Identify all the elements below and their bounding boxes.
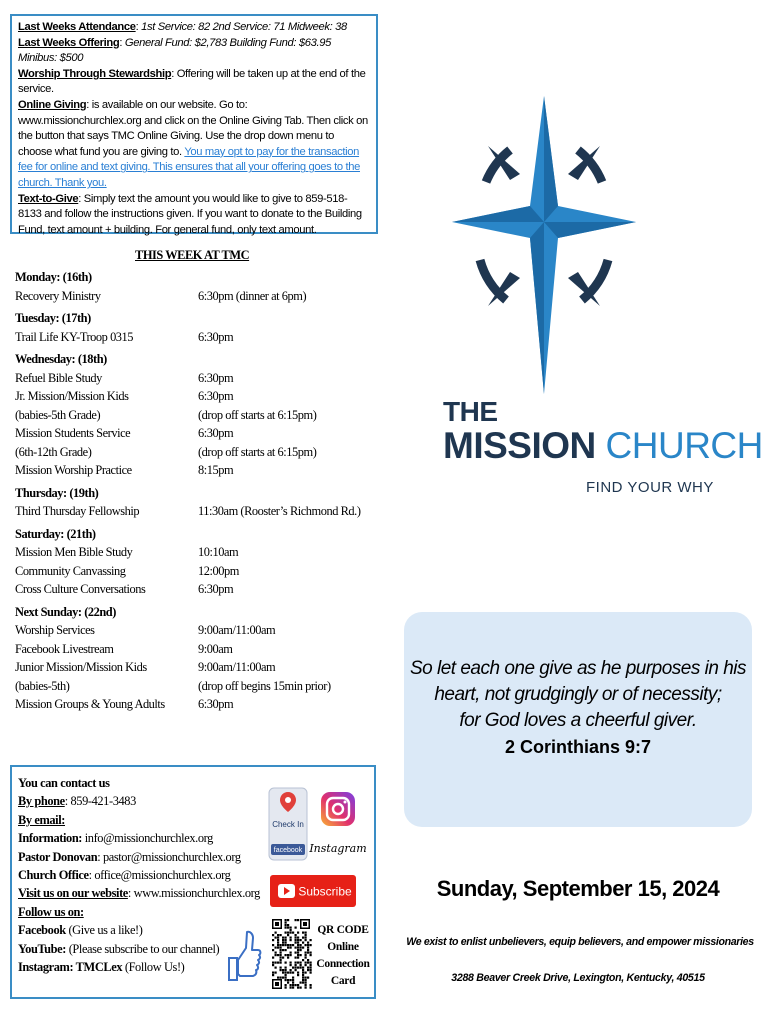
event-name: Cross Culture Conversations — [15, 582, 146, 596]
schedule-event-row — [15, 328, 385, 347]
scripture-panel — [404, 612, 752, 827]
event-name: (babies-5th) — [15, 678, 70, 693]
schedule-event-row — [15, 287, 385, 306]
attendance-line: Last Weeks Attendance: 1st Service: 82 2nd Service: 71 Midweek: 38 — [18, 21, 347, 33]
text-to-give-text: : Simply text the amount you would like to give to 859-518-8133 and follow the instructions given. If you want to donate to the Building Fund, text amount + building. For general fund, only text amount. — [18, 192, 362, 236]
info-email-label: Information: — [18, 831, 83, 846]
qr-label-line-4: Card — [330, 975, 356, 987]
stewardship-text: : Offering will be taken up at the end of the service. — [18, 67, 366, 96]
schedule-event-row — [15, 443, 385, 462]
event-time: (drop off starts at 6:15pm) — [198, 444, 317, 459]
facebook-checkin-icon[interactable] — [268, 786, 308, 862]
event-time: 8:15pm — [198, 463, 234, 477]
event-time: 6:30pm — [198, 370, 234, 385]
facebook-like-icon[interactable] — [226, 928, 262, 984]
bulletin-date: Sunday, September 15, 2024 — [436, 876, 720, 901]
schedule-day-title: Saturday: (21th) — [15, 526, 96, 541]
instagram-wordmark: Instagram — [309, 842, 367, 855]
schedule-day — [15, 350, 385, 480]
schedule-event-row — [15, 580, 385, 599]
schedule-day-title: Monday: (16th) — [15, 270, 92, 284]
online-giving-paragraph — [18, 98, 370, 192]
phone-number[interactable]: : 859-421-3483 — [64, 794, 136, 809]
event-name: Junior Mission/Mission Kids — [15, 660, 147, 674]
event-time: 12:00pm — [198, 563, 239, 578]
event-name: Mission Worship Practice — [15, 463, 132, 477]
event-time: (drop off begins 15min prior) — [198, 678, 331, 693]
offering-line: Last Weeks Offering: General Fund: $2,783 Building Fund: $63.95 Minibus: $500 — [18, 36, 331, 65]
event-time: 9:00am — [198, 641, 233, 656]
event-name: Third Thursday Fellowship — [15, 504, 140, 518]
church-address: 3288 Beaver Creek Drive, Lexington, Kentucky, 40515 — [451, 972, 705, 984]
transaction-fee-link[interactable]: You may opt to pay for the transaction fee for online and text giving. This ensures that all your offering goes to the church. Thank you. — [18, 145, 360, 189]
attendance-value: 1st Service: 82 2nd Service: 71 Midweek: 38 — [141, 21, 347, 33]
mission-statement: We exist to enlist unbelievers, equip believers, and empower missionaries — [406, 936, 754, 948]
pastor-label: Pastor Donovan — [18, 849, 98, 864]
checkin-facebook-text: facebook — [273, 847, 303, 854]
event-time: 6:30pm — [198, 329, 234, 344]
event-time: 6:30pm — [198, 697, 234, 711]
online-giving-text: : is available on our website. Go to: www.missionchurchlex.org and click on the Online Giving Tab. Then click on the button that says TMC Online Giving. Use the drop down menu to choose what fund you are giving to. — [18, 98, 368, 158]
schedule-day-title: Next Sunday: (22nd) — [15, 604, 116, 619]
schedule-event-row — [15, 677, 385, 696]
event-name: (babies-5th Grade) — [15, 407, 101, 422]
stewardship-line — [18, 67, 370, 98]
facebook-label: Facebook — [18, 923, 66, 938]
qr-label-line-1: QR CODE — [317, 924, 369, 936]
schedule-event-row — [15, 640, 385, 659]
verse-reference: 2 Corinthians 9:7 — [504, 737, 652, 757]
online-giving-label: Online Giving — [18, 98, 87, 111]
schedule-day — [15, 268, 385, 305]
verse-line-2: heart, not grudgingly or of necessity; — [434, 684, 722, 705]
schedule-event-row — [15, 406, 385, 425]
event-time: 6:30pm (dinner at 6pm) — [198, 288, 307, 303]
office-email[interactable]: : office@missionchurchlex.org — [88, 868, 231, 883]
logo-the: THE — [443, 396, 498, 427]
subscribe-text: Subscribe — [298, 884, 352, 899]
event-name: Facebook Livestream — [15, 641, 114, 656]
youtube-label: YouTube: — [18, 941, 66, 956]
event-time: 9:00am/11:00am — [198, 660, 276, 674]
schedule-day — [15, 603, 385, 714]
youtube-subscribe-button[interactable] — [270, 875, 356, 907]
contact-intro: You can contact us — [18, 776, 110, 790]
verse-line-3: for God loves a cheerful giver. — [459, 710, 697, 731]
weekly-schedule — [15, 246, 385, 714]
event-time: 11:30am (Rooster’s Richmond Rd.) — [198, 504, 361, 518]
schedule-event-row — [15, 562, 385, 581]
follow-label: Follow us on: — [18, 904, 84, 919]
text-to-give-label: Text-to-Give — [18, 192, 79, 205]
schedule-days — [15, 268, 385, 714]
youtube-text: (Please subscribe to our channel) — [66, 941, 220, 956]
schedule-day — [15, 525, 385, 599]
event-time: 6:30pm — [198, 426, 234, 440]
schedule-event-row — [15, 695, 385, 714]
schedule-event-row — [15, 424, 385, 443]
text-to-give-paragraph — [18, 192, 370, 239]
offering-value: General Fund: $2,783 Building Fund: $63.95 Minibus: $500 — [18, 36, 331, 65]
event-time: 9:00am/11:00am — [198, 623, 276, 637]
schedule-day-title: Tuesday: (17th) — [15, 311, 91, 325]
schedule-event-row — [15, 543, 385, 562]
facebook-text: (Give us a like!) — [65, 923, 143, 938]
stewardship-label: Worship Through Stewardship — [18, 67, 172, 80]
event-name: Recovery Ministry — [15, 288, 101, 303]
offering-label: Last Weeks Offering — [18, 36, 120, 49]
giving-info-box — [10, 14, 378, 234]
instagram-icon[interactable] — [309, 790, 367, 860]
logo-church: CHURCH — [595, 425, 763, 466]
event-name: Trail Life KY-Troop 0315 — [15, 329, 134, 344]
event-name: Worship Services — [15, 623, 95, 637]
event-time: (drop off starts at 6:15pm) — [198, 407, 317, 422]
schedule-event-row — [15, 658, 385, 677]
phone-label: By phone — [18, 794, 65, 809]
website-label: Visit us on our website — [18, 886, 128, 901]
event-time: 10:10am — [198, 545, 239, 559]
schedule-event-row — [15, 461, 385, 480]
schedule-heading: THIS WEEK AT TMC — [135, 248, 250, 262]
schedule-event-row — [15, 369, 385, 388]
event-time: 6:30pm — [198, 582, 234, 596]
office-label: Church Office — [18, 868, 89, 883]
schedule-event-row — [15, 387, 385, 406]
qr-code-label — [316, 922, 370, 990]
event-name: (6th-12th Grade) — [15, 444, 92, 459]
checkin-text: Check In — [272, 820, 304, 829]
schedule-event-row — [15, 502, 385, 521]
info-email[interactable]: info@missionchurchlex.org — [82, 831, 213, 846]
schedule-event-row — [15, 621, 385, 640]
event-name: Mission Men Bible Study — [15, 545, 133, 559]
event-time: 6:30pm — [198, 389, 234, 403]
instagram-text: (Follow Us!) — [122, 960, 185, 975]
schedule-day — [15, 484, 385, 521]
event-name: Refuel Bible Study — [15, 370, 102, 385]
schedule-day-title: Thursday: (19th) — [15, 485, 99, 500]
logo-mission: MISSION — [443, 425, 596, 466]
logo-name — [443, 426, 763, 466]
event-name: Community Canvassing — [15, 563, 126, 578]
compass-logo-icon — [440, 90, 640, 405]
qr-label-line-3: Connection — [316, 958, 370, 970]
verse-line-1: So let each one give as he purposes in his — [409, 658, 746, 679]
qr-label-line-2: Online — [327, 941, 359, 953]
event-name: Mission Students Service — [15, 426, 131, 440]
schedule-day-title: Wednesday: (18th) — [15, 352, 107, 366]
event-name: Jr. Mission/Mission Kids — [15, 389, 129, 403]
qr-code[interactable] — [270, 917, 312, 991]
pastor-email[interactable]: : pastor@missionchurchlex.org — [97, 849, 241, 864]
event-name: Mission Groups & Young Adults — [15, 697, 165, 711]
church-logo — [443, 396, 763, 496]
email-label: By email: — [18, 812, 65, 827]
schedule-day — [15, 309, 385, 346]
logo-tagline: FIND YOUR WHY — [586, 479, 714, 496]
attendance-label: Last Weeks Attendance — [18, 21, 136, 33]
website-url[interactable]: : www.missionchurchlex.org — [127, 886, 260, 901]
instagram-label: Instagram: TMCLex — [18, 960, 123, 975]
